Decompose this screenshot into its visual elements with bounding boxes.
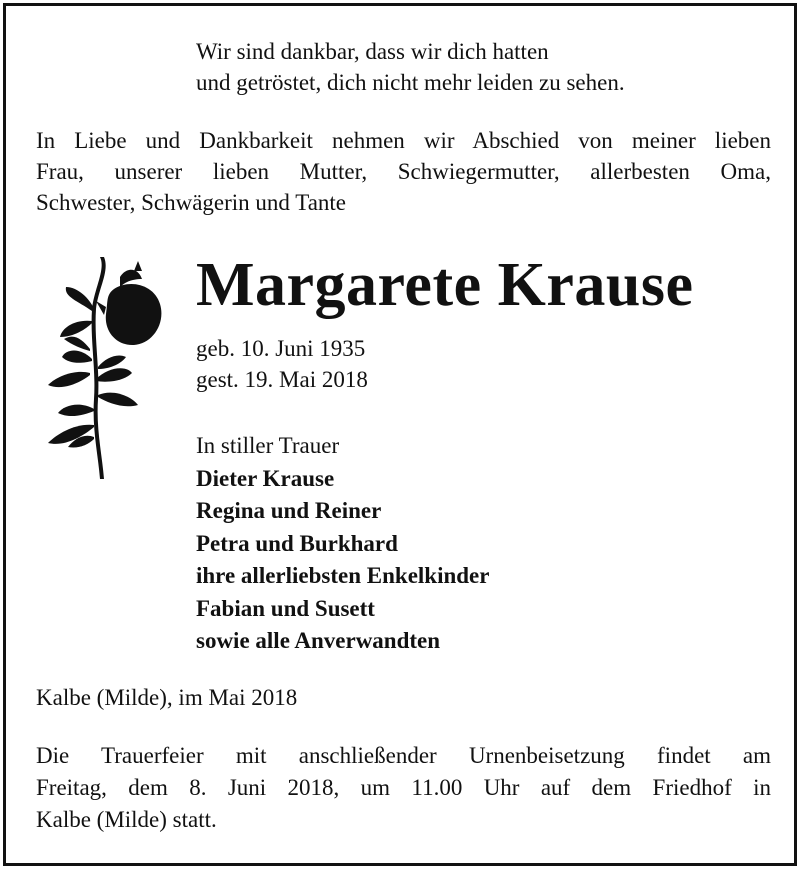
mourners-heading: In stiller Trauer: [196, 433, 340, 458]
mourner-name: Petra und Burkhard: [196, 530, 398, 556]
life-dates: [196, 333, 368, 395]
motto-line-2: und getröstet, dich nicht mehr leiden zu sehen.: [196, 70, 625, 95]
intro-line-2: Frau, unserer lieben Mutter, Schwiegermutter, allerbesten Oma,: [36, 159, 771, 184]
intro-line-3: Schwester, Schwägerin und Tante: [36, 190, 347, 215]
motto-line-1: Wir sind dankbar, dass wir dich hatten: [196, 39, 549, 64]
service-line-3: Kalbe (Milde) statt.: [36, 807, 217, 832]
mourner-name: Regina und Reiner: [196, 498, 382, 523]
mourner-name: ihre allerliebsten Enkelkinder: [196, 563, 490, 588]
deceased-name: Margarete Krause: [196, 251, 694, 319]
mourner-name: Dieter Krause: [196, 465, 335, 491]
place-date: Kalbe (Milde), im Mai 2018: [36, 685, 298, 710]
death-date: gest. 19. Mai 2018: [196, 367, 368, 392]
service-line-2: Freitag, dem 8. Juni 2018, um 11.00 Uhr auf dem Friedhof in: [36, 775, 771, 800]
funeral-service-info: [36, 740, 771, 836]
mourner-name: sowie alle Anverwandten: [196, 628, 441, 653]
service-line-1: Die Trauerfeier mit anschließender Urnenbeisetzung findet am: [36, 743, 771, 768]
rose-icon: [34, 249, 174, 489]
motto: [196, 36, 625, 98]
mourners-list: [196, 430, 489, 658]
birth-date: geb. 10. Juni 1935: [196, 336, 366, 361]
mourner-name: Fabian und Susett: [196, 595, 375, 621]
intro-line-1: In Liebe und Dankbarkeit nehmen wir Abschied von meiner lieben: [36, 128, 771, 153]
obituary-notice: [3, 3, 797, 866]
intro-text: [36, 125, 771, 218]
